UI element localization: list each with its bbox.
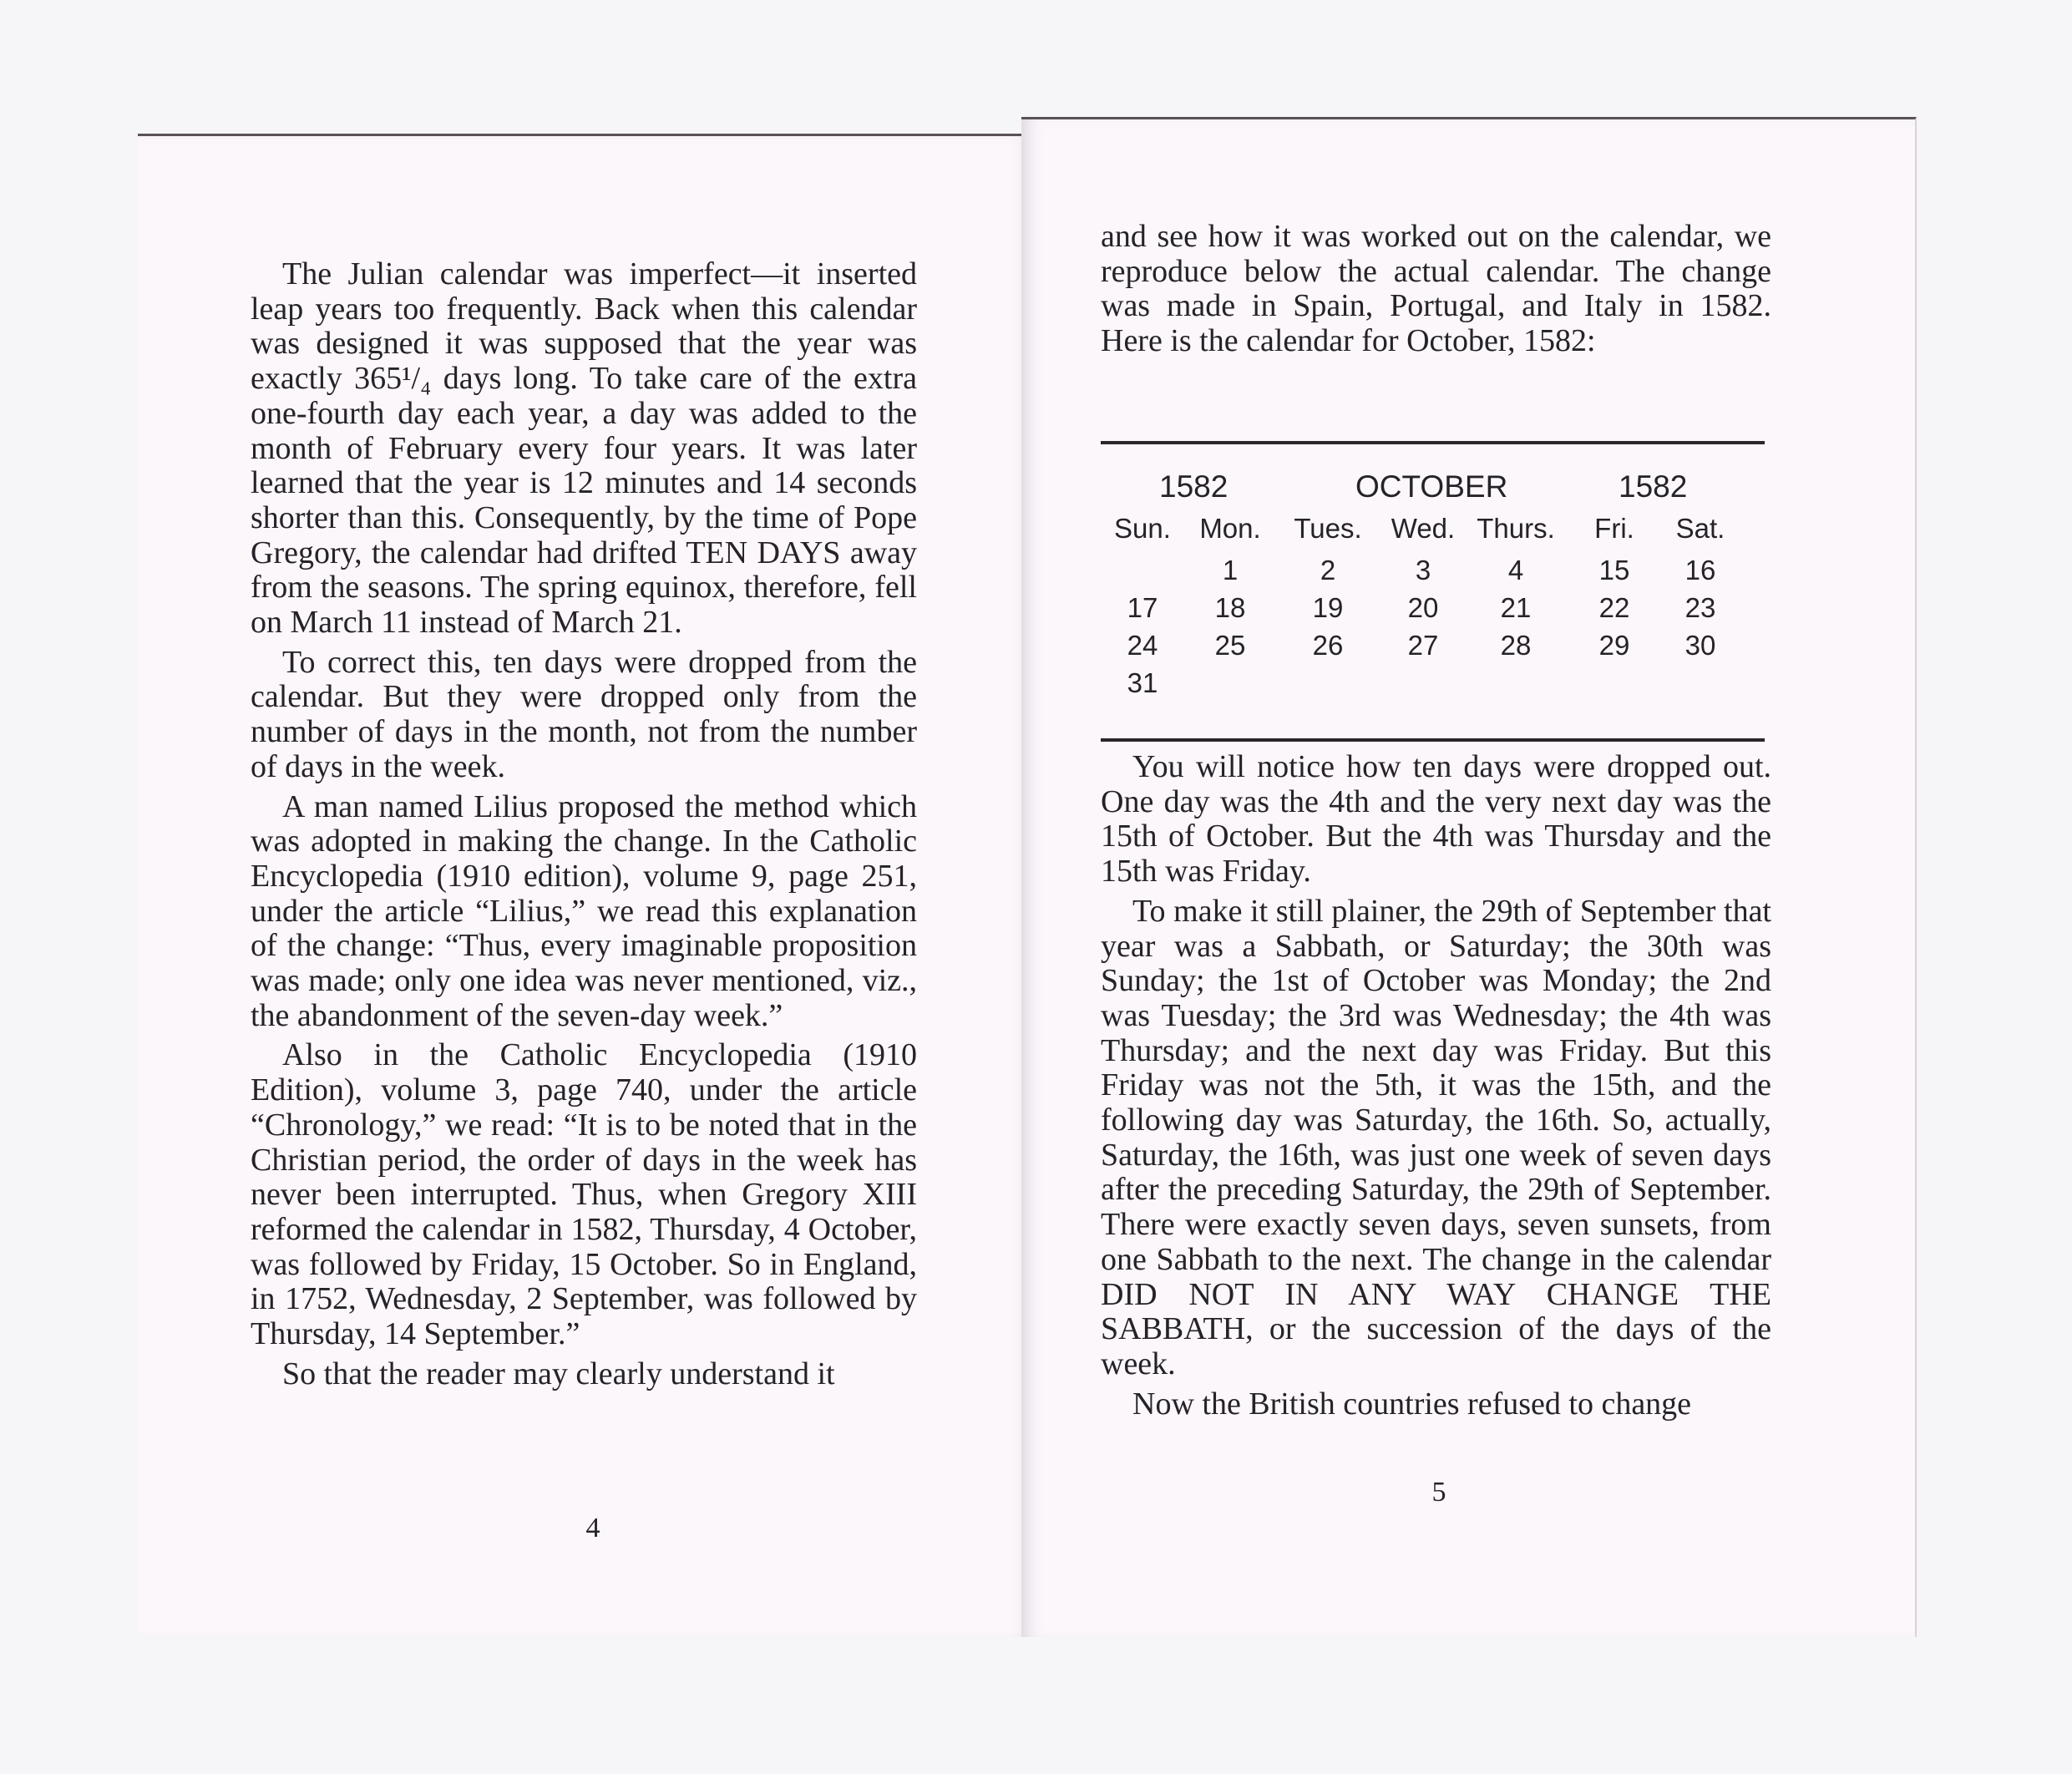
- right-page-intro: [1101, 220, 1771, 364]
- page-number: 5: [1431, 1477, 1446, 1508]
- calendar-day: 3: [1415, 555, 1431, 585]
- right-page-text: [1101, 750, 1771, 1427]
- calendar-day: 25: [1214, 630, 1246, 661]
- calendar-day: 24: [1127, 630, 1158, 661]
- calendar-day: 23: [1684, 592, 1716, 623]
- paragraph: The Julian calendar was imperfect—it inserted leap years too frequently. Back when this calendar was designed it was supposed that the year was exactly 365¹/₄ days long. To take care of the extra one-fourth day each year, a day was added to the month of February every four years. It was later learned that the year is 12 minutes and 14 seconds shorter than this. Consequently, by the time of Pope Gregory, the calendar had drifted TEN DAYS away from the seasons. The spring equinox, therefore, fell on March 11 instead of March 21.: [251, 256, 917, 641]
- calendar-weekday: Sat.: [1675, 513, 1725, 544]
- calendar-day: 18: [1214, 592, 1246, 623]
- calendar-year-left: 1582: [1159, 469, 1229, 504]
- calendar-day: 20: [1407, 592, 1439, 623]
- calendar-day: 29: [1598, 630, 1630, 661]
- paragraph: You will notice how ten days were dropped out. One day was the 4th and the very next day was the 15th of October. But the 4th was Thursday and the 15th was Friday.: [1101, 749, 1771, 890]
- left-page: [138, 134, 1033, 1637]
- calendar-header: [1101, 444, 1765, 503]
- paragraph: Also in the Catholic Encyclopedia (1910 Edition), volume 3, page 740, under the article “Chronology,” we read: “It is to be noted that in the Christian period, the order of days in the week has never been interrupted. Thus, when Gregory XIII reformed the calendar in 1582, Thursday, 4 October, was followed by Friday, 15 October. So in England, in 1752, Wednesday, 2 September, was followed by Thursday, 14 September.”: [251, 1037, 917, 1352]
- calendar-day: 26: [1312, 630, 1344, 661]
- calendar-weekday: Tues.: [1294, 513, 1362, 544]
- calendar-day: 28: [1500, 630, 1532, 661]
- calendar-day: 17: [1127, 592, 1158, 623]
- calendar-day: 16: [1684, 555, 1716, 585]
- paragraph: To correct this, ten days were dropped from the calendar. But they were dropped only from the number of days in the month, not from the number of days in the week.: [251, 644, 917, 784]
- calendar-weekday: Mon.: [1199, 513, 1261, 544]
- calendar-weekday: Wed.: [1391, 513, 1456, 544]
- calendar-bottom-rule: [1101, 738, 1765, 742]
- calendar-month: OCTOBER: [1355, 469, 1508, 504]
- calendar-october-1582: [1101, 441, 1765, 742]
- booklet-spread: [138, 134, 1917, 1637]
- calendar-day: 19: [1312, 592, 1344, 623]
- right-page: [1021, 117, 1917, 1637]
- calendar-week-row: [1101, 667, 1765, 705]
- calendar-day: 27: [1407, 630, 1439, 661]
- left-page-text: [251, 257, 917, 1397]
- calendar-weekday: Thurs.: [1477, 513, 1555, 544]
- calendar-weekday-row: [1101, 513, 1765, 550]
- calendar-day: 22: [1598, 592, 1630, 623]
- calendar-day: 21: [1500, 592, 1532, 623]
- calendar-grid: [1101, 555, 1765, 722]
- paragraph: A man named Lilius proposed the method which was adopted in making the change. In the Catholic Encyclopedia (1910 edition), volume 9, page 251, under the article “Lilius,” we read this explanation of the change: “Thus, every imaginable proposition was made; only one idea was never mentioned, viz., the abandonment of the seven-day week.”: [251, 788, 917, 1033]
- paragraph: To make it still plainer, the 29th of September that year was a Sabbath, or Saturday; the 30th was Sunday; the 1st of October was Monday; the 2nd was Tuesday; the 3rd was Wednesday; the 4th was Thursday; and the next day was Friday. But this Friday was not the 5th, it was the 15th, and the following day was Saturday, the 16th. So, actually, Saturday, the 16th, was just one week of seven days after the preceding Saturday, the 29th of September. There were exactly seven days, seven sunsets, from one Sabbath to the next. The change in the calendar DID NOT IN ANY WAY CHANGE THE SABBATH, or the succession of the days of the week.: [1101, 893, 1771, 1381]
- calendar-day: 2: [1320, 555, 1336, 585]
- calendar-weekday: Sun.: [1114, 513, 1171, 544]
- paragraph: So that the reader may clearly understand it: [282, 1356, 835, 1391]
- calendar-day: 15: [1598, 555, 1630, 585]
- calendar-day: 4: [1507, 555, 1524, 585]
- calendar-week-row: [1101, 630, 1765, 667]
- calendar-year-right: 1582: [1619, 469, 1688, 504]
- calendar-day: 30: [1684, 630, 1716, 661]
- paragraph: and see how it was worked out on the calendar, we reproduce below the actual calendar. The change was made in Spain, Portugal, and Italy in 1582. Here is the calendar for October, 1582:: [1101, 219, 1771, 359]
- paragraph: Now the British countries refused to change: [1132, 1386, 1692, 1422]
- page-number: 4: [585, 1513, 600, 1543]
- calendar-day: 1: [1222, 555, 1239, 585]
- calendar-day: 31: [1127, 667, 1158, 698]
- calendar-week-row: [1101, 592, 1765, 630]
- calendar-weekday: Fri.: [1594, 513, 1634, 544]
- calendar-week-row: [1101, 555, 1765, 592]
